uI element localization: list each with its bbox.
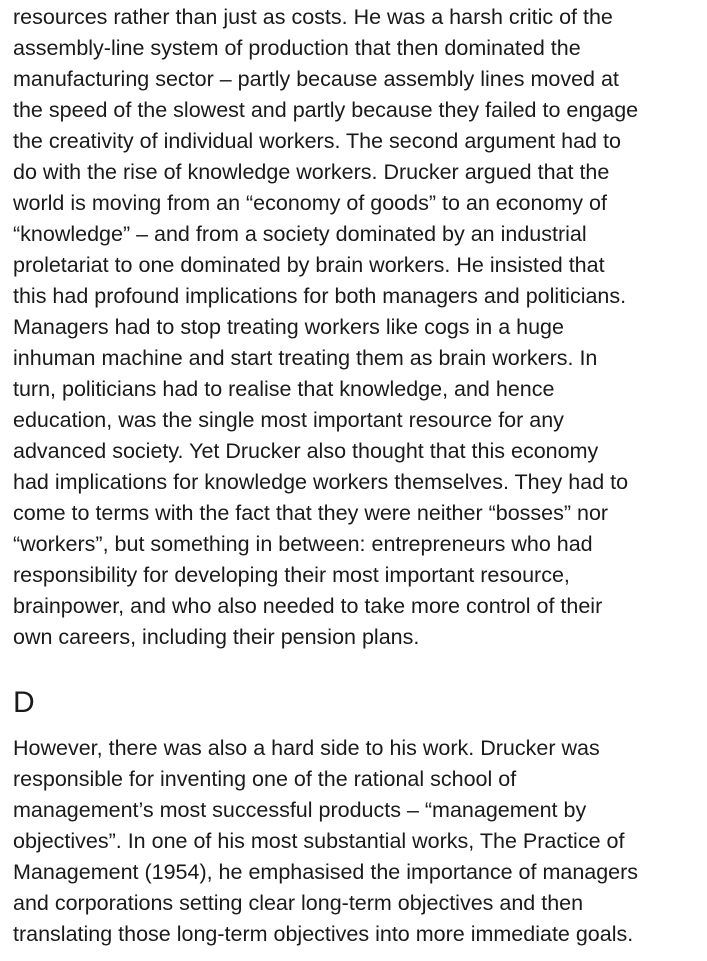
text-line: However, there was also a hard side to his work. Drucker was [13,736,600,760]
section-heading-d: D [13,686,35,719]
text-line: and corporations setting clear long-term objectives and then [13,891,584,915]
text-line: come to terms with the fact that they were neither “bosses” nor [13,501,609,525]
text-line: responsibility for developing their most important resource, [13,563,570,587]
text-line: had implications for knowledge workers themselves. They had to [13,470,629,494]
text-line: this had profound implications for both managers and politicians. [13,284,627,308]
text-line: the creativity of individual workers. The second argument had to [13,129,621,153]
text-line: Managers had to stop treating workers like cogs in a huge [13,315,564,339]
text-line: translating those long-term objectives into more immediate goals. [13,922,634,946]
text-line: objectives”. In one of his most substantial works, The Practice of [13,829,625,853]
text-line: world is moving from an “economy of goods” to an economy of [13,191,607,215]
text-line: do with the rise of knowledge workers. Drucker argued that the [13,160,610,184]
text-line: resources rather than just as costs. He was a harsh critic of the [13,5,613,29]
text-line: responsible for inventing one of the rational school of [13,767,517,791]
text-line: “knowledge” – and from a society dominated by an industrial [13,222,587,246]
text-line: brainpower, and who also needed to take more control of their [13,594,603,618]
text-line: turn, politicians had to realise that knowledge, and hence [13,377,555,401]
text-line: proletariat to one dominated by brain workers. He insisted that [13,253,605,277]
text-line: education, was the single most important resource for any [13,408,564,432]
text-line: own careers, including their pension plans. [13,625,420,649]
text-line: assembly-line system of production that then dominated the [13,36,581,60]
text-line: “workers”, but something in between: entrepreneurs who had [13,532,593,556]
text-line: the speed of the slowest and partly because they failed to engage [13,98,639,122]
text-line: manufacturing sector – partly because assembly lines moved at [13,67,619,91]
text-line: advanced society. Yet Drucker also thought that this economy [13,439,599,463]
text-line: inhuman machine and start treating them as brain workers. In [13,346,598,370]
text-line: Management (1954), he emphasised the importance of managers [13,860,639,884]
text-line: management’s most successful products – “management by [13,798,587,822]
